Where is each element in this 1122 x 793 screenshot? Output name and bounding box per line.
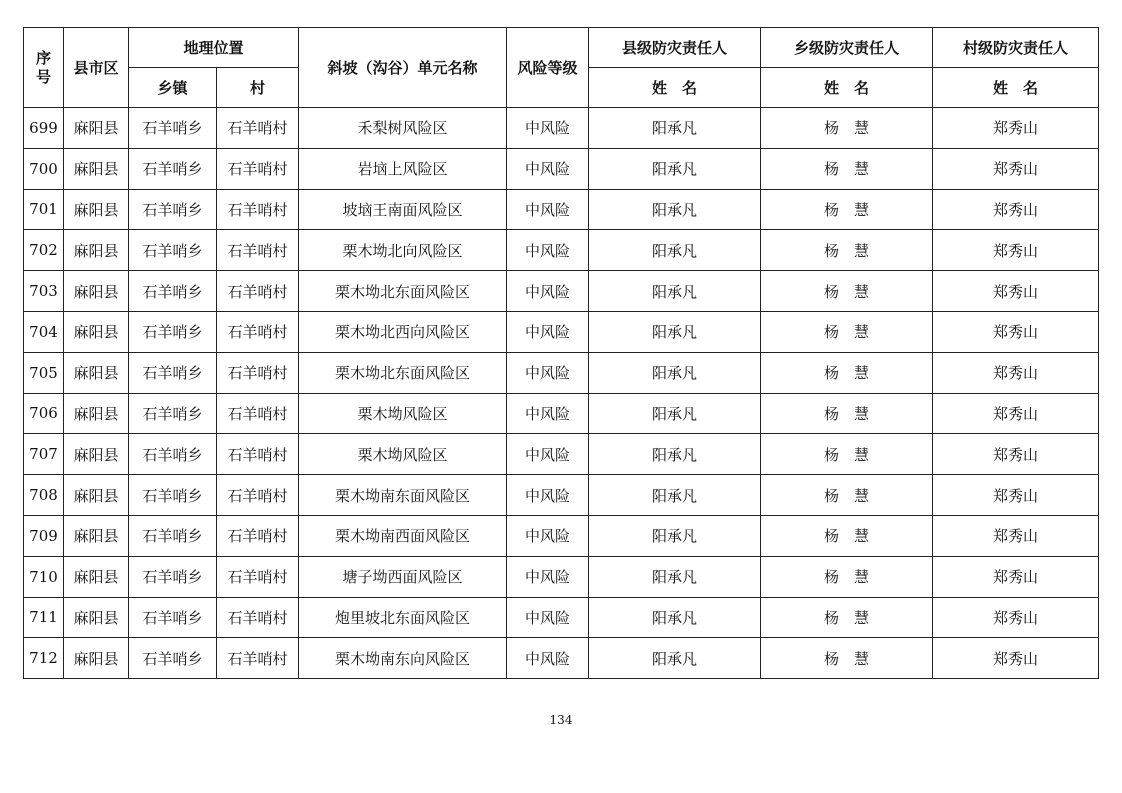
cell-village: 石羊哨村 [217,271,299,312]
cell-village: 石羊哨村 [217,189,299,230]
cell-county: 麻阳县 [64,515,129,556]
cell-village-person: 郑秀山 [933,108,1099,149]
cell-county: 麻阳县 [64,597,129,638]
cell-town-person: 杨 慧 [761,597,933,638]
cell-county: 麻阳县 [64,475,129,516]
cell-village-person: 郑秀山 [933,597,1099,638]
header-town: 乡镇 [129,68,217,108]
cell-county: 麻阳县 [64,189,129,230]
cell-village: 石羊哨村 [217,352,299,393]
table-row [24,393,1099,434]
cell-town: 石羊哨乡 [129,393,217,434]
cell-county-person: 阳承凡 [589,393,761,434]
table-header [24,28,1099,108]
cell-town-person: 杨 慧 [761,311,933,352]
cell-risk-level: 中风险 [507,475,589,516]
cell-slope-unit: 塘子坳西面风险区 [299,556,507,597]
cell-county-person: 阳承凡 [589,434,761,475]
table-row [24,352,1099,393]
cell-village-person: 郑秀山 [933,189,1099,230]
cell-town: 石羊哨乡 [129,638,217,679]
header-seq-line2: 号 [35,67,51,86]
table-body [24,108,1099,679]
cell-slope-unit: 栗木坳北东面风险区 [299,271,507,312]
cell-seq: 707 [24,434,64,475]
cell-county-person: 阳承凡 [589,475,761,516]
cell-town-person: 杨 慧 [761,515,933,556]
cell-county-person: 阳承凡 [589,597,761,638]
cell-county-person: 阳承凡 [589,638,761,679]
cell-town-person: 杨 慧 [761,393,933,434]
cell-town-person: 杨 慧 [761,230,933,271]
cell-county: 麻阳县 [64,393,129,434]
cell-county-person: 阳承凡 [589,230,761,271]
cell-town-person: 杨 慧 [761,352,933,393]
table-row [24,638,1099,679]
table-row [24,189,1099,230]
table-row [24,515,1099,556]
cell-county: 麻阳县 [64,638,129,679]
header-risk-level: 风险等级 [507,28,589,108]
header-village: 村 [217,68,299,108]
cell-village: 石羊哨村 [217,475,299,516]
cell-seq: 701 [24,189,64,230]
table-row [24,311,1099,352]
header-seq-line1: 序 [35,48,51,67]
cell-seq: 702 [24,230,64,271]
cell-slope-unit: 栗木坳风险区 [299,393,507,434]
cell-village: 石羊哨村 [217,393,299,434]
header-village-responsible: 村级防灾责任人 [933,28,1099,68]
header-county-responsible: 县级防灾责任人 [589,28,761,68]
cell-county-person: 阳承凡 [589,271,761,312]
cell-risk-level: 中风险 [507,556,589,597]
cell-town: 石羊哨乡 [129,189,217,230]
cell-seq: 705 [24,352,64,393]
cell-risk-level: 中风险 [507,148,589,189]
cell-seq: 703 [24,271,64,312]
cell-seq: 708 [24,475,64,516]
cell-slope-unit: 栗木坳南西面风险区 [299,515,507,556]
cell-risk-level: 中风险 [507,352,589,393]
cell-seq: 699 [24,108,64,149]
cell-county: 麻阳县 [64,434,129,475]
cell-village-person: 郑秀山 [933,556,1099,597]
cell-village: 石羊哨村 [217,638,299,679]
cell-town: 石羊哨乡 [129,108,217,149]
table-row [24,148,1099,189]
cell-town: 石羊哨乡 [129,597,217,638]
cell-seq: 712 [24,638,64,679]
table-row [24,556,1099,597]
cell-village: 石羊哨村 [217,311,299,352]
cell-village-person: 郑秀山 [933,515,1099,556]
cell-slope-unit: 栗木坳风险区 [299,434,507,475]
cell-town: 石羊哨乡 [129,475,217,516]
cell-village: 石羊哨村 [217,148,299,189]
cell-seq: 710 [24,556,64,597]
cell-seq: 700 [24,148,64,189]
cell-seq: 704 [24,311,64,352]
cell-village-person: 郑秀山 [933,148,1099,189]
cell-seq: 711 [24,597,64,638]
risk-zone-table [23,27,1099,679]
cell-county-person: 阳承凡 [589,108,761,149]
cell-risk-level: 中风险 [507,597,589,638]
cell-village-person: 郑秀山 [933,638,1099,679]
cell-town: 石羊哨乡 [129,271,217,312]
cell-village: 石羊哨村 [217,108,299,149]
cell-risk-level: 中风险 [507,393,589,434]
cell-town-person: 杨 慧 [761,189,933,230]
cell-town-person: 杨 慧 [761,475,933,516]
table-row [24,475,1099,516]
cell-county-person: 阳承凡 [589,189,761,230]
cell-slope-unit: 栗木坳南东面风险区 [299,475,507,516]
cell-risk-level: 中风险 [507,515,589,556]
cell-risk-level: 中风险 [507,311,589,352]
cell-risk-level: 中风险 [507,108,589,149]
cell-slope-unit: 岩垴上风险区 [299,148,507,189]
table-row [24,271,1099,312]
cell-county: 麻阳县 [64,556,129,597]
cell-county: 麻阳县 [64,148,129,189]
header-town-name: 姓 名 [761,68,933,108]
header-seq [24,28,64,108]
cell-village-person: 郑秀山 [933,434,1099,475]
cell-village-person: 郑秀山 [933,393,1099,434]
cell-village: 石羊哨村 [217,597,299,638]
table-row [24,230,1099,271]
header-geo-location: 地理位置 [129,28,299,68]
header-village-name: 姓 名 [933,68,1099,108]
cell-county: 麻阳县 [64,311,129,352]
table-row [24,597,1099,638]
cell-county-person: 阳承凡 [589,311,761,352]
cell-town-person: 杨 慧 [761,638,933,679]
cell-county: 麻阳县 [64,108,129,149]
cell-risk-level: 中风险 [507,189,589,230]
cell-slope-unit: 炮里坡北东面风险区 [299,597,507,638]
cell-village-person: 郑秀山 [933,475,1099,516]
cell-county-person: 阳承凡 [589,556,761,597]
cell-village: 石羊哨村 [217,434,299,475]
table-row [24,434,1099,475]
cell-slope-unit: 栗木坳北西向风险区 [299,311,507,352]
cell-village-person: 郑秀山 [933,230,1099,271]
cell-slope-unit: 栗木坳南东向风险区 [299,638,507,679]
cell-town: 石羊哨乡 [129,556,217,597]
header-slope-unit: 斜坡（沟谷）单元名称 [299,28,507,108]
cell-county: 麻阳县 [64,230,129,271]
cell-town-person: 杨 慧 [761,556,933,597]
cell-village-person: 郑秀山 [933,311,1099,352]
header-county-name: 姓 名 [589,68,761,108]
cell-seq: 706 [24,393,64,434]
cell-town-person: 杨 慧 [761,148,933,189]
cell-town-person: 杨 慧 [761,108,933,149]
cell-slope-unit: 禾梨树风险区 [299,108,507,149]
cell-risk-level: 中风险 [507,230,589,271]
header-county: 县市区 [64,28,129,108]
cell-town-person: 杨 慧 [761,434,933,475]
cell-county-person: 阳承凡 [589,515,761,556]
table-row [24,108,1099,149]
cell-risk-level: 中风险 [507,271,589,312]
header-town-responsible: 乡级防灾责任人 [761,28,933,68]
cell-county-person: 阳承凡 [589,352,761,393]
cell-town: 石羊哨乡 [129,434,217,475]
cell-slope-unit: 栗木坳北向风险区 [299,230,507,271]
cell-town: 石羊哨乡 [129,515,217,556]
cell-risk-level: 中风险 [507,434,589,475]
cell-town: 石羊哨乡 [129,311,217,352]
page-number: 134 [549,713,573,727]
cell-county: 麻阳县 [64,352,129,393]
cell-risk-level: 中风险 [507,638,589,679]
cell-county: 麻阳县 [64,271,129,312]
cell-seq: 709 [24,515,64,556]
cell-village: 石羊哨村 [217,230,299,271]
cell-town-person: 杨 慧 [761,271,933,312]
cell-town: 石羊哨乡 [129,230,217,271]
cell-county-person: 阳承凡 [589,148,761,189]
cell-village-person: 郑秀山 [933,352,1099,393]
cell-village: 石羊哨村 [217,556,299,597]
cell-village-person: 郑秀山 [933,271,1099,312]
cell-slope-unit: 栗木坳北东面风险区 [299,352,507,393]
cell-town: 石羊哨乡 [129,148,217,189]
cell-slope-unit: 坡垴王南面风险区 [299,189,507,230]
cell-town: 石羊哨乡 [129,352,217,393]
cell-village: 石羊哨村 [217,515,299,556]
